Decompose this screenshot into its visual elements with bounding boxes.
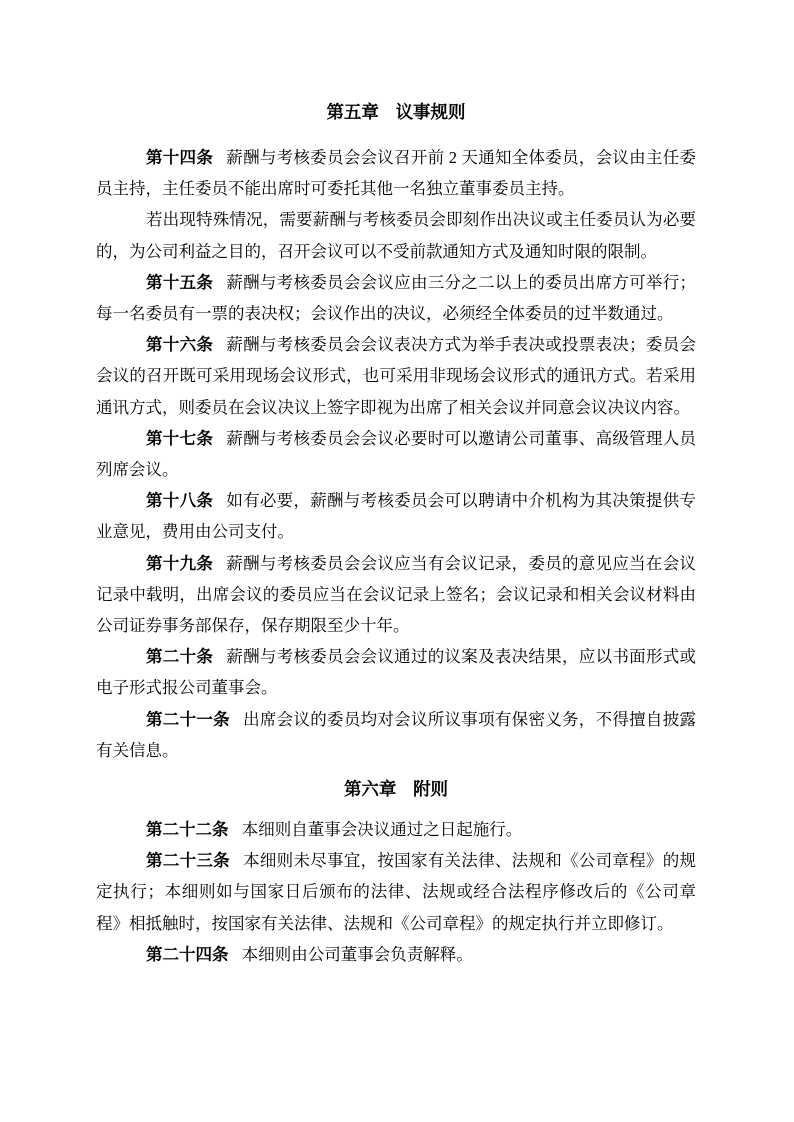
article-paragraph: [96, 939, 696, 970]
article-paragraph: [96, 704, 696, 766]
article-number: 第十八条: [146, 491, 214, 511]
article-text: 薪酬与考核委员会会议应由三分之二以上的委员出席方可举行；每一名委员有一票的表决权；会议作出的决议，必须经全体委员的过半数通过。: [96, 272, 697, 324]
chapter-number: 第六章: [343, 779, 397, 800]
article-text: 薪酬与考核委员会会议召开前 2 天通知全体委员，会议由主任委员主持，主任委员不能出席时可委托其他一名独立董事委员主持。: [96, 148, 697, 199]
article-text: 薪酬与考核委员会会议必要时可以邀请公司董事、高级管理人员列席会议。: [96, 428, 697, 480]
article-number: 第二十一条: [146, 709, 230, 729]
article-number: 第二十二条: [146, 820, 229, 840]
article-number: 第十六条: [146, 335, 214, 355]
article-number: 第二十条: [146, 647, 214, 667]
article-number: 第二十三条: [146, 851, 230, 871]
article-paragraph: [96, 142, 696, 204]
chapter-heading: [96, 773, 696, 806]
article-text: 本细则自董事会决议通过之日起施行。: [241, 820, 523, 840]
chapter-title: 议事规则: [395, 102, 466, 122]
article-paragraph: [96, 845, 696, 939]
article-text: 本细则未尽事宜，按国家有关法律、法规和《公司章程》的规定执行；本细则如与国家日后颁布的法律、法规或经合法程序修改后的《公司章程》相抵触时，按国家有关法律、法规和《公司章程》的规定执行并立即修订。: [96, 851, 697, 933]
article-text: 薪酬与考核委员会会议表决方式为举手表决或投票表决；委员会会议的召开既可采用现场会议形式，也可采用非现场会议形式的通讯方式。若采用通讯方式，则委员在会议决议上签字即视为出席了相关会议并同意会议决议内容。: [96, 335, 697, 417]
article-continuation-paragraph: [96, 204, 696, 266]
chapter-number: 第五章: [326, 102, 379, 122]
article-number: 第十七条: [146, 428, 214, 448]
chapter-heading: [96, 96, 696, 129]
article-number: 第十九条: [146, 553, 214, 573]
article-paragraph: [96, 548, 696, 642]
article-paragraph: [96, 814, 696, 845]
article-number: 第十四条: [146, 148, 214, 167]
article-text: 本细则由公司董事会负责解释。: [241, 944, 473, 964]
article-text: 出席会议的委员均对会议所议事项有保密义务，不得擅自披露有关信息。: [96, 709, 697, 760]
article-text: 如有必要，薪酬与考核委员会可以聘请中介机构为其决策提供专业意见，费用由公司支付。: [96, 491, 697, 542]
article-paragraph: [96, 423, 696, 485]
article-paragraph: [96, 329, 696, 423]
article-paragraph: [96, 641, 696, 703]
article-text: 薪酬与考核委员会会议通过的议案及表决结果，应以书面形式或电子形式报公司董事会。: [96, 647, 697, 698]
article-paragraph: [96, 267, 696, 329]
article-paragraph: [96, 485, 696, 547]
article-text: 若出现特殊情况，需要薪酬与考核委员会即刻作出决议或主任委员认为必要的，为公司利益之目的，召开会议可以不受前款通知方式及通知时限的限制。: [96, 210, 696, 261]
document-content: [96, 96, 696, 970]
chapter-title: 附则: [413, 779, 449, 800]
article-number: 第十五条: [146, 272, 214, 292]
article-text: 薪酬与考核委员会会议应当有会议记录，委员的意见应当在会议记录中载明，出席会议的委员应当在会议记录上签名；会议记录和相关会议材料由公司证券事务部保存，保存期限至少十年。: [96, 553, 697, 636]
article-number: 第二十四条: [146, 944, 229, 964]
